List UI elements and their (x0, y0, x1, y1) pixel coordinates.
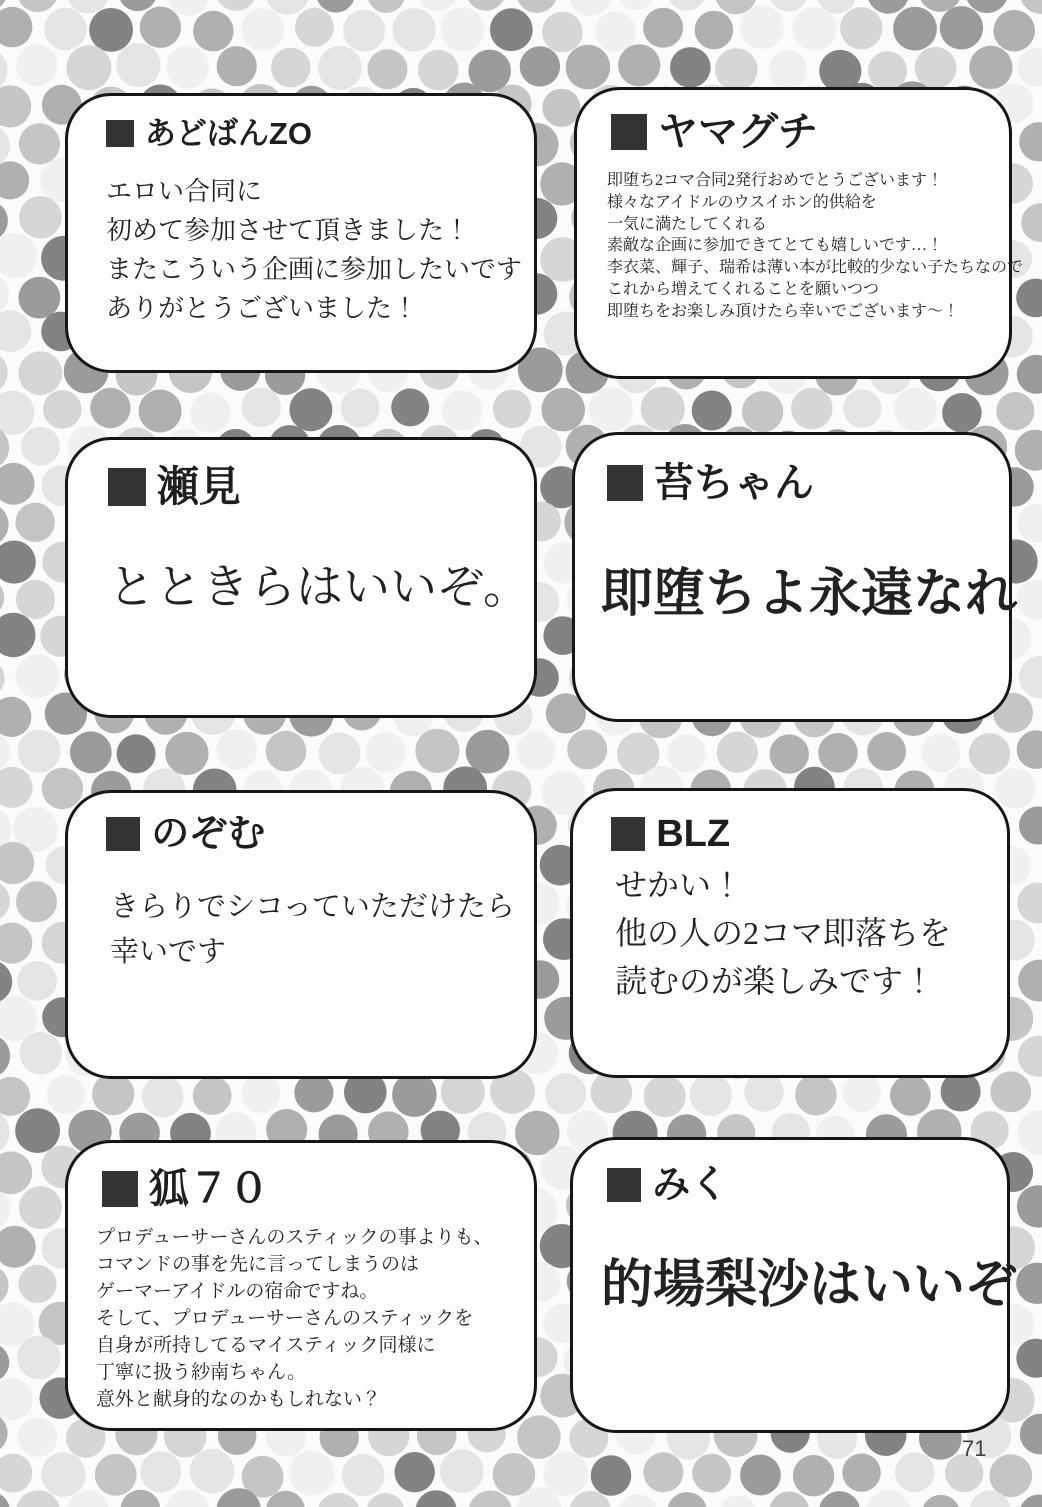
author-name: のぞむ (151, 813, 266, 855)
comment-box-miku (570, 1137, 1018, 1433)
author-heading (102, 1166, 269, 1211)
author-heading (611, 109, 818, 154)
page-number: 71 (962, 1436, 987, 1461)
square-bullet-icon (611, 817, 645, 851)
comment-box-kitsune70 (65, 1140, 537, 1431)
comment-box-koke-chan (572, 432, 1018, 722)
comment-box-semi (65, 437, 537, 718)
comment-box-blz (570, 788, 1010, 1078)
author-name: BLZ (656, 813, 731, 855)
comment-box-adoban-zo (65, 93, 537, 373)
square-bullet-icon (106, 817, 140, 851)
author-name: ヤマグチ (658, 109, 818, 154)
author-heading (106, 118, 312, 149)
author-heading (607, 1166, 728, 1204)
square-bullet-icon (607, 465, 643, 501)
square-bullet-icon (611, 114, 647, 150)
comment-text: 即堕ち2コマ合同2発行おめでとうございます！ 様々なアイドルのウスイホン的供給を 一気に満たしてくれる 素敵な企画に参加できてとても嬉しいです…！ 李衣菜、輝子、瑞希は薄い本が比較的少ない子たちなので これから増えてくれることを願いつつ 即堕ちをお楽しみ頂けたら幸いでございます～！ (607, 172, 1024, 320)
author-name: あどばんZO (144, 116, 312, 151)
author-name: 苔ちゃん (654, 460, 814, 505)
comment-box-yamaguchi (574, 87, 1024, 379)
comment-text: せかい！ 他の人の2コマ即落ちを 読むのが楽しみです！ (615, 867, 952, 999)
author-heading (611, 815, 730, 853)
author-name: 瀬見 (156, 463, 241, 510)
comment-text: プロデューサーさんのスティックの事よりも、 コマンドの事を先に言ってしまうのは ゲーマーアイドルの宿命ですね。 そして、プロデューサーさんのスティックを 自身が所持してるマイスティック同様に 丁寧に扱う紗南ちゃん。 意外と献身的なのかもしれない？ (96, 1227, 493, 1410)
author-heading (108, 463, 241, 510)
comment-box-nozomu (65, 790, 537, 1079)
author-name: みく (652, 1164, 729, 1206)
author-heading (607, 460, 814, 505)
square-bullet-icon (108, 468, 146, 506)
author-heading (106, 815, 265, 853)
comment-text: とときらはいいぞ。 (108, 562, 531, 614)
comment-text: 即堕ちよ永遠なれ (601, 566, 1018, 623)
comment-text: エロい合同に 初めて参加させて頂きました！ またこういう企画に参加したいです ありがとうございました！ (106, 177, 523, 323)
square-bullet-icon (106, 120, 134, 148)
square-bullet-icon (607, 1168, 641, 1202)
comment-text: きらりでシコっていただけたら 幸いです (110, 891, 515, 968)
author-name: 狐７０ (149, 1166, 269, 1211)
square-bullet-icon (102, 1171, 138, 1207)
comment-text: 的場梨沙はいいぞ (601, 1257, 1018, 1314)
